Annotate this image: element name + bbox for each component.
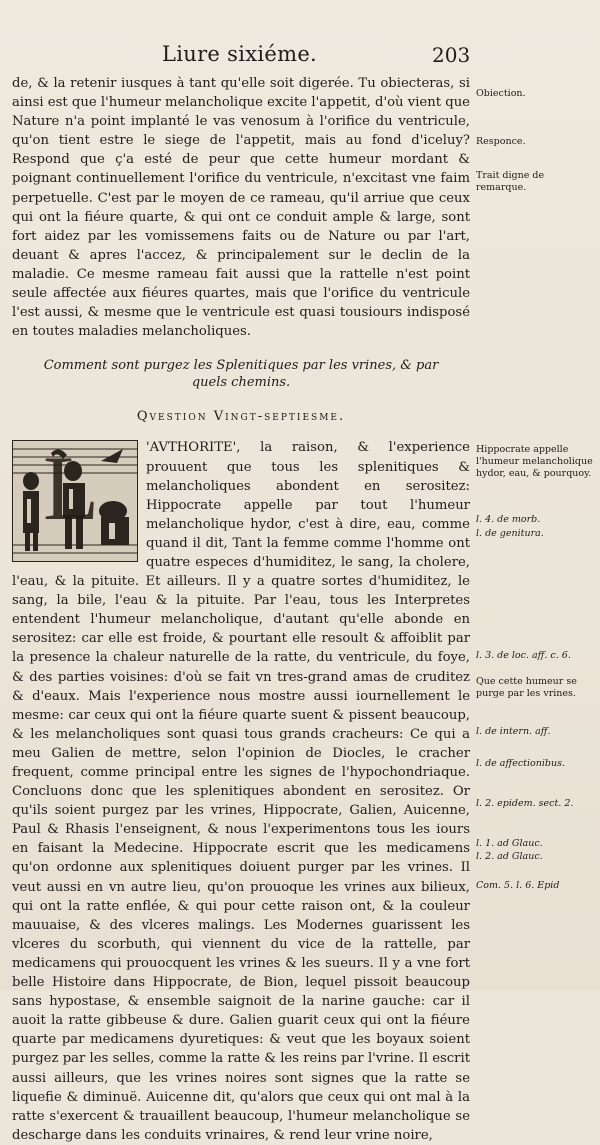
margin-note: Trait digne de remarque. <box>476 170 545 193</box>
margin-note: l. 1. ad Glauc. <box>476 838 543 849</box>
drop-cap-letter: L <box>43 437 100 540</box>
historiated-initial <box>12 437 138 562</box>
main-paragraph: 'AVTHORITE', la raison, & l'experience prouuent que tous les splenitiques & melancholiques abondent en serositez: Hippocrate appelle par tout l'humeur melancholique hydor, c'est à dire, eau, comme quand il dit, Tant la femme comme l'homme ont quatre especes d'humiditez, le sang, la cholere, l'eau, & la pituite. Et ailleurs. Il y a quatre sortes d'humiditez, le sang, la bile, l'eau & la pituite. Par l'eau, tous les Interpretes entendent l'humeur melancholique, d'autant qu'elle abonde en serositez: car elle est froide, & pourtant elle resoult & affoiblit par la presence la chaleur naturelle de la ratte, du ventricule, du foye, & des parties voisines: d'où se fait vn tres-grand amas de cruditez & d'eaux. Mais l'experience nous mostre aussi iournellement le mesme: car ceux qui ont la fiéure quarte suent & pissent beaucoup, & les melancholiques sont quasi tous grands cracheurs: Ce qui a meu Galien de mettre, selon l'opinion de Diocles, le cracher frequent, comme principal entre les signes de l'hypochondriaque. Concluons donc que les splenitiques abondent en serositez. Or qu'ils soient purgez par les vrines, Hippocrate, Galien, Auicenne, Paul & Rhasis l'enseignent, & nous l'experimentons tous les iours en faisant la Medecine. Hippocrate escrit que les medicamens qu'on ordonne aux splenitiques doiuent purger par les vrines. Il veut aussi en vn autre lieu, qu'on prouoque les vrines aux bilieux, qui ont la ratte enflée, & qui pour cette raison ont, & la couleur mauuaise, & des vlceres malings. Les Modernes guarissent les vlceres du scorbuth, qui viennent du vice de la rattelle, par medicamens qui prouocquent les vrines & les sueurs. Il y a vne fort belle Histoire dans Hippocrate, de Bion, lequel pissoit beaucoup sans hypostase, & ensemble saignoit de la narine gauche: car il auoit la ratte gibbeuse & dure. Galien guarit ceux qui ont la fiéure quarte par medicamens dyuretiques: & veut que les boyaux soient purgez par les selles, comme la ratte & les reins par l'vrine. Il escrit aussi ailleurs, que les vrines noires sont signes que la ratte se liquefie & diminuë. Auicenne dit, qu'alors que ceux qui ont mal à la ratte s'exercent & trauaillent beaucoup, l'humeur melancholique se descharge dans les conduits vrinaires, & rend leur vrine noire, <box>12 440 470 1143</box>
margin-note: l. de affectionibus. <box>476 758 565 769</box>
page-number: 203 <box>432 43 471 67</box>
margin-note: l. 4. de morb. <box>476 514 541 525</box>
main-paragraph-block <box>12 438 470 1144</box>
question-heading: Qvestion Vingt-septiesme. <box>136 409 346 425</box>
margin-note: Com. 5. l. 6. Epid <box>476 880 560 891</box>
margin-note: l. 2. ad Glauc. <box>476 851 543 862</box>
running-title: Liure sixiéme. <box>162 42 318 66</box>
margin-note: l. 2. epidem. sect. 2. <box>476 798 574 809</box>
opening-paragraph: de, & la retenir iusques à tant qu'elle soit digerée. Tu obiecteras, si ainsi est que l'humeur melancholique excite l'appetit, d'où vient que Nature n'a point implanté le vas venosum à l'orifice du ventricule, qu'on tient estre le siege de l'appetit, mais au fond d'iceluy? Respond que ç'a esté de peur que cette humeur mordant & poignant continuellement l'orifice du ventricule, n'excitast vne faim perpetuelle. C'est par le moyen de ce rameau, qu'il arriue que ceux qui ont la fiéure quarte, & qui ont ce conduit ample & large, sont fort aidez par les vomissemens faits ou de Nature ou par l'art, deuant & apres l'accez, & principalement sur le declin de la maladie. Ce mesme rameau fait aussi que la rattelle n'est point seule affectée aux fiéures quartes, mais que l'orifice du ventricule l'est aussi, & mesme que le ventricule est quasi tousiours indisposé en toutes maladies melancholiques. <box>12 76 470 340</box>
woodcut-illustration <box>13 437 137 561</box>
margin-note: Responce. <box>476 136 526 147</box>
margin-note: Que cette humeur se purge par les vrines. <box>476 676 577 699</box>
section-heading: Comment sont purgez les Splenitiques par les vrines, & par quels chemins. <box>43 358 439 391</box>
body-text <box>12 74 470 1145</box>
margin-note: Obiection. <box>476 88 526 99</box>
margin-note: Hippocrate appelle l'humeur melancholique hydor, eau, & pourquoy. <box>476 444 593 479</box>
margin-note: l. 3. de loc. aff. c. 6. <box>476 650 571 661</box>
margin-note: l. de intern. aff. <box>476 726 551 737</box>
margin-note: l. de genitura. <box>476 528 544 539</box>
page-header <box>0 40 600 70</box>
